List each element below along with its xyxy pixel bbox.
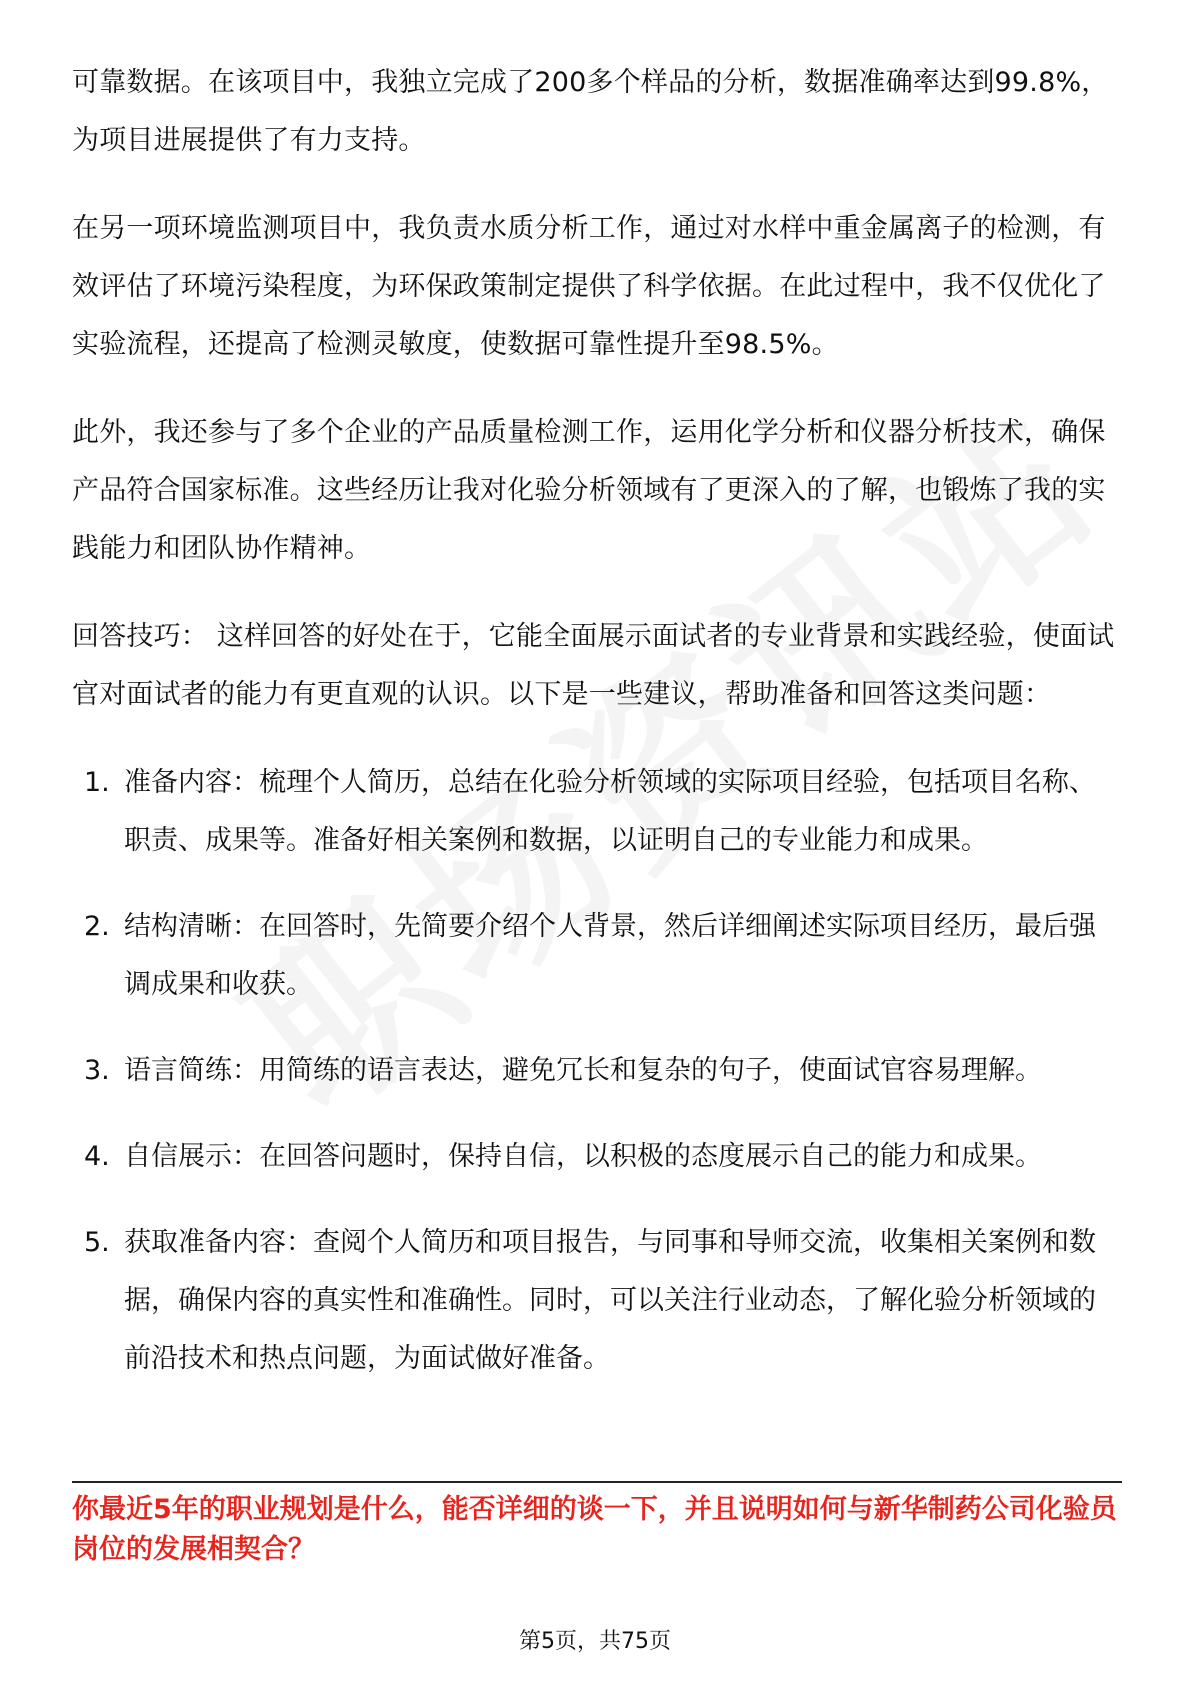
list-item-number: 5. — [84, 1227, 110, 1258]
page-content — [72, 54, 1122, 1416]
list-item — [72, 1042, 1122, 1100]
list-item — [72, 1214, 1122, 1388]
list-item-text: 自信展示：在回答问题时，保持自信，以积极的态度展示自己的能力和成果。 — [124, 1141, 1042, 1172]
paragraph-3: 此外，我还参与了多个企业的产品质量检测工作，运用化学分析和仪器分析技术，确保产品符合国家标准。这些经历让我对化验分析领域有了更深入的了解，也锻炼了我的实践能力和团队协作精神。 — [72, 417, 1106, 564]
list-item-number: 2. — [84, 911, 110, 942]
list-item-number: 4. — [84, 1141, 110, 1172]
list-item — [72, 754, 1122, 870]
list-item-number: 1. — [84, 767, 110, 798]
list-item-text: 语言简练：用简练的语言表达，避免冗长和复杂的句子，使面试官容易理解。 — [124, 1055, 1042, 1086]
list-item-text: 结构清晰：在回答时，先简要介绍个人背景，然后详细阐述实际项目经历，最后强调成果和收获。 — [124, 911, 1096, 1000]
interview-question: 你最近5年的职业规划是什么，能否详细的谈一下，并且说明如何与新华制药公司化验员岗位的发展相契合？ — [72, 1494, 1117, 1565]
tips-list — [72, 754, 1122, 1388]
list-item-number: 3. — [84, 1055, 110, 1086]
page-number: 第5页，共75页 — [519, 1629, 671, 1654]
list-item-text: 准备内容：梳理个人简历，总结在化验分析领域的实际项目经验，包括项目名称、职责、成果等。准备好相关案例和数据，以证明自己的专业能力和成果。 — [124, 767, 1096, 856]
section-divider — [72, 1481, 1122, 1483]
paragraph-2: 在另一项环境监测项目中，我负责水质分析工作，通过对水样中重金属离子的检测，有效评估了环境污染程度，为环保政策制定提供了科学依据。在此过程中，我不仅优化了实验流程，还提高了检测灵敏度，使数据可靠性提升至98.5%。 — [72, 213, 1106, 360]
list-item-text: 获取准备内容：查阅个人简历和项目报告，与同事和导师交流，收集相关案例和数据，确保内容的真实性和准确性。同时，可以关注行业动态，了解化验分析领域的前沿技术和热点问题，为面试做好准备。 — [124, 1227, 1096, 1374]
paragraph-1: 可靠数据。在该项目中，我独立完成了200多个样品的分析，数据准确率达到99.8%，为项目进展提供了有力支持。 — [72, 67, 1109, 156]
list-item — [72, 898, 1122, 1014]
list-item — [72, 1128, 1122, 1186]
answer-tips-paragraph: 回答技巧： 这样回答的好处在于，它能全面展示面试者的专业背景和实践经验，使面试官对面试者的能力有更直观的认识。以下是一些建议，帮助准备和回答这类问题： — [72, 621, 1115, 710]
